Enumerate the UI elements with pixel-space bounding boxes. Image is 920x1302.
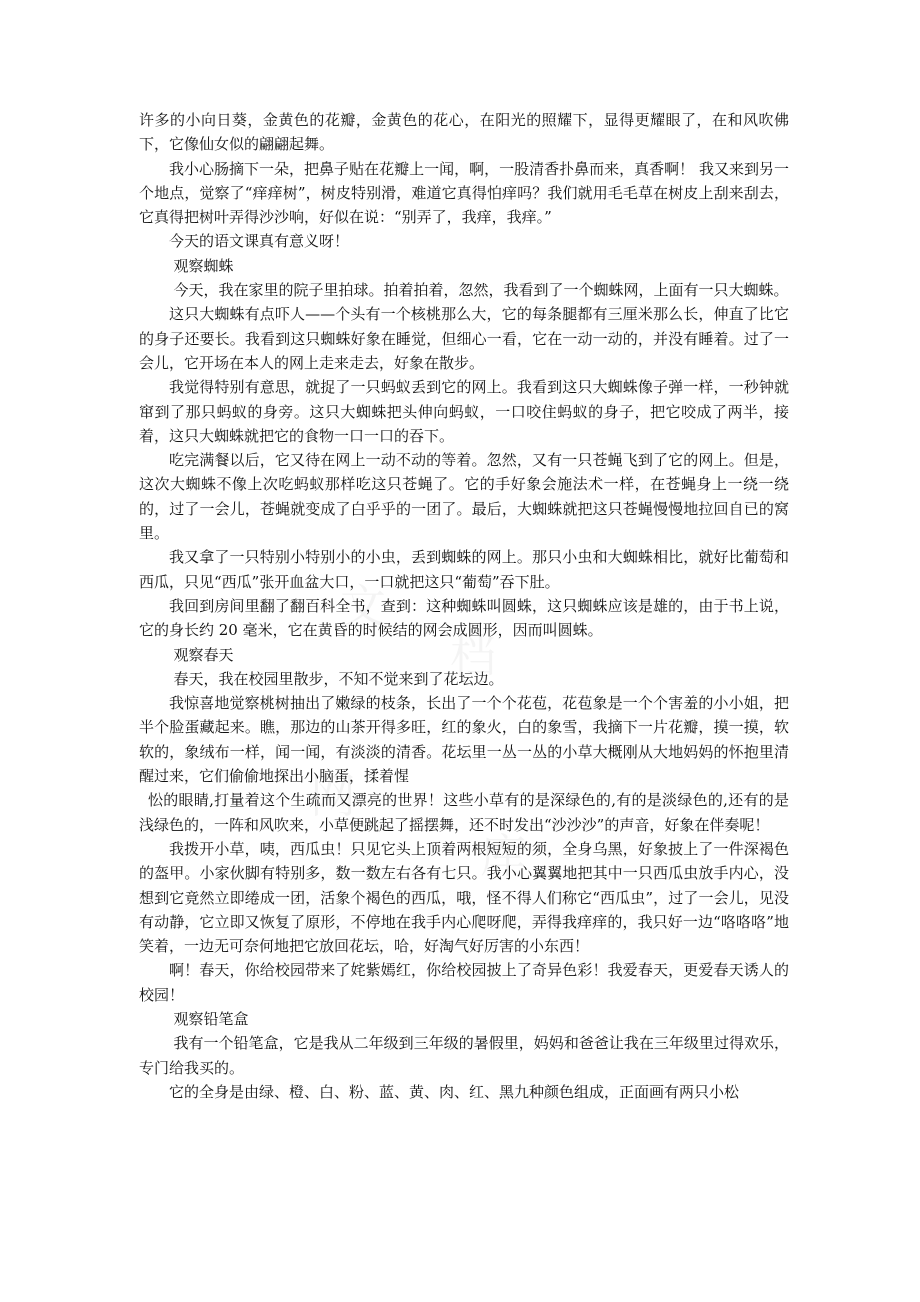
heading-spring: 观察春天 bbox=[173, 645, 234, 664]
paragraph-spider-encyclopedia: 我回到房间里翻了翻百科全书，查到：这种蜘蛛叫圆蛛，这只蜘蛛应该是雄的，由于书上说，它的身长约 20 毫米，它在黄昏的时候结的网会成圆形，因而叫圆蛛。 bbox=[139, 596, 789, 640]
paragraph-spring-pillbug: 我拨开小草，咦，西瓜虫！只见它头上顶着两根短短的须，全身乌黑，好象披上了一件深褐色的盔甲。小家伙脚有特别多，数一数左右各有七只。我小心翼翼地把其中一只西瓜虫放手内心，没想到它竟然立即绻成一团，活象个褐色的西瓜，哦，怪不得人们称它“西瓜虫”，过了一会儿，见没有动静，它立即又恢复了原形，不停地在我手内心爬呀爬，弄得我痒痒的，我只好一边“咯咯咯”地笑着，一边无可奈何地把它放回花坛，哈，好淘气好厉害的小东西！ bbox=[139, 839, 789, 956]
paragraph-pencil-case-colors: 它的全身是由绿、橙、白、粉、蓝、黄、肉、红、黑九种颜色组成，正面画有两只小松 bbox=[169, 1082, 740, 1101]
paragraph-pencil-case-intro: 我有一个铅笔盒，它是我从二年级到三年级的暑假里，妈妈和爸爸让我在三年级里过得欢乐，专门给我买的。 bbox=[139, 1034, 789, 1077]
paragraph-spider-ant: 我觉得特别有意思，就捉了一只蚂蚁丢到它的网上。我看到这只大蜘蛛像子弹一样，一秒钟就窜到了那只蚂蚁的身旁。这只大蜘蛛把头伸向蚂蚁，一口咬住蚂蚁的身子，把它咬成了两半，接着，这只大蜘蛛就把它的食物一口一口的吞下。 bbox=[139, 378, 789, 445]
paragraph-spring-closing: 啊！春天，你给校园带来了姹紫嫣红，你给校园披上了奇异色彩！我爱春天，更爱春天诱人的校园！ bbox=[139, 961, 789, 1004]
paragraph-spring-grass: 忪的眼睛,打量着这个生疏而又漂亮的世界！这些小草有的是深绿色的,有的是淡绿色的,还有的是浅绿色的，一阵和风吹来，小草便跳起了摇摆舞，还不时发出“沙沙沙”的声音，好象在伴奏呢！ bbox=[139, 791, 789, 834]
paragraph-spider-size: 这只大蜘蛛有点吓人——个头有一个核桃那么大，它的每条腿都有三厘米那么长，伸直了比它的身子还要长。我看到这只蜘蛛好象在睡觉，但细心一看，它在一动一动的，并没有睡着。过了一会儿，它开场在本人的网上走来走去，好象在散步。 bbox=[139, 305, 789, 372]
paragraph-sunflower: 许多的小向日葵，金黄色的花瓣，金黄色的花心，在阳光的照耀下，显得更耀眼了，在和风吹佛下，它像仙女似的翩翩起舞。 bbox=[139, 111, 789, 154]
document-body bbox=[139, 108, 789, 1104]
heading-spider: 观察蜘蛛 bbox=[173, 256, 234, 275]
paragraph-spider-intro: 今天，我在家里的院子里拍球。拍着拍着，忽然，我看到了一个蜘蛛网，上面有一只大蜘蛛。 bbox=[173, 281, 789, 300]
paragraph-spider-bug: 我又拿了一只特别小特别小的小虫，丢到蜘蛛的网上。那只小虫和大蜘蛛相比，就好比葡萄和西瓜，只见“西瓜”张开血盆大口，一口就把这只“葡萄”吞下肚。 bbox=[139, 548, 789, 591]
paragraph-chinese-class: 今天的语文课真有意义呀！ bbox=[169, 232, 350, 251]
heading-pencil-case: 观察铅笔盒 bbox=[173, 1009, 249, 1028]
paragraph-spring-flowers: 我惊喜地觉察桃树抽出了嫩绿的枝条，长出了一个个花苞，花苞象是一个个害羞的小小姐，把半个脸蛋藏起来。瞧，那边的山茶开得多旺，红的象火，白的象雪，我摘下一片花瓣，摸一摸，软软的，象绒布一样，闻一闻，有淡淡的清香。花坛里一丛一丛的小草大概刚从大地妈妈的怀抱里清醒过来，它们偷偷地探出小脑蛋，揉着惺 bbox=[139, 694, 789, 786]
paragraph-spring-walk: 春天，我在校园里散步，不知不觉来到了花坛边。 bbox=[173, 669, 504, 688]
paragraph-spider-fly: 吃完满餐以后，它又待在网上一动不动的等着。忽然，又有一只苍蝇飞到了它的网上。但是，这次大蜘蛛不像上次吃蚂蚁那样吃这只苍蝇了。它的手好象会施法术一样，在苍蝇身上一绕一绕的，过了一会儿，苍蝇就变成了白乎乎的一团了。最后，大蜘蛛就把这只苍蝇慢慢地拉回自已的窝里。 bbox=[139, 451, 789, 543]
paragraph-itchy-tree: 我小心肠摘下一朵，把鼻子贴在花瓣上一闻，啊，一股清香扑鼻而来，真香啊！ 我又来到另一个地点，觉察了“痒痒树”，树皮特别滑，难道它真得怕痒吗？我们就用毛毛草在树皮上刮来刮去，它真得把树叶弄得沙沙响，好似在说：“别弄了，我痒，我痒。” bbox=[139, 159, 789, 227]
